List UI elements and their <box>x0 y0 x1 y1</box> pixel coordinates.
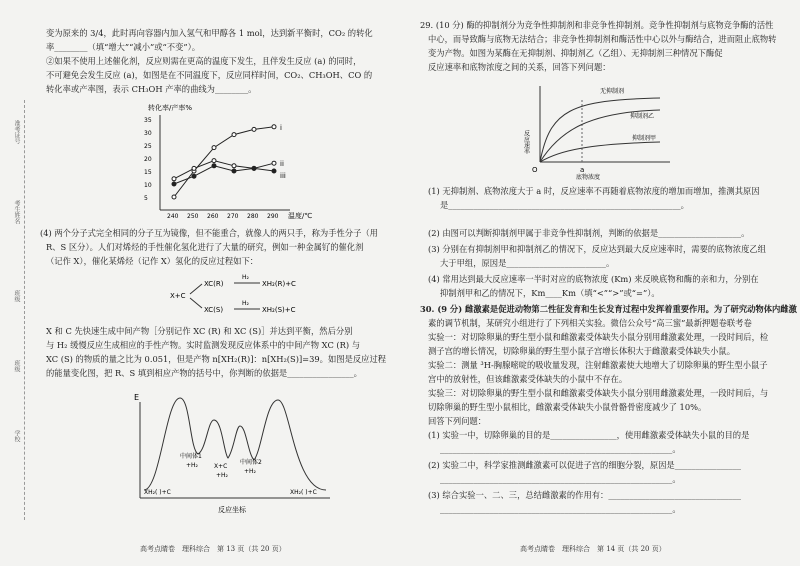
q30-line: ________________________________________________________。 <box>440 474 681 484</box>
series-label: ii <box>280 160 284 169</box>
q4-line: (4) 两个分子式完全相同的分子互为镜像，但不能重合，就像人的两只手，称为手性分子（用 <box>40 228 378 238</box>
energy-label: 中间体1 <box>180 453 202 460</box>
x-ticks <box>167 213 279 220</box>
curve-a <box>540 142 660 162</box>
q29-line: 中心，而导致酶与底物无法结合；非竞争性抑制剂和酶活性中心以外与酶结合，进而阻止底物转 <box>428 34 777 44</box>
y-tick-label: 15 <box>144 169 152 176</box>
text-line: ②如果不使用上述催化剂，反应则需在更高的温度下发生，且伴发生反应 (a) 的同时， <box>46 56 362 66</box>
data-point <box>272 125 276 129</box>
energy-label: XH₂( )+C <box>144 489 171 496</box>
q30-line: 实验一：对切除卵巢的野生型小鼠和雌激素受体缺失小鼠分别用雌激素处理，一段时间后，检 <box>428 332 769 342</box>
scheme-h2b: H₂ <box>242 300 249 307</box>
data-point <box>172 182 176 186</box>
scheme-top-prod: XH₂(R)+C <box>262 280 296 288</box>
scheme-bottom-prod: XH₂(S)+C <box>262 306 296 314</box>
q4-line: R、S 区分）。人们对烯烃的手性催化氢化进行了大量的研究，例如一种金属钌的催化剂 <box>46 242 364 252</box>
series-label: iii <box>280 172 286 180</box>
energy-curve <box>144 398 326 490</box>
x-tick-label: 280 <box>247 213 259 220</box>
data-point <box>232 133 236 137</box>
energy-label: 中间体2 <box>240 459 262 466</box>
curve-none <box>540 98 660 162</box>
chart2-xlabel: 底物浓度 <box>576 174 601 180</box>
y-tick-label: 5 <box>144 195 148 202</box>
text-line: 变为原来的 3/4，此时再向容器内加入氢气和甲醇各 1 mol，达到新平衡时，CO₂ 的转化 <box>46 28 373 38</box>
data-point <box>172 195 176 199</box>
q29-line: 29. (10 分) 酶的抑制剂分为竞争性抑制剂和非竞争性抑制剂。竞争性抑制剂与底物竞争酶的活性 <box>420 20 774 30</box>
y-ticks <box>144 117 152 202</box>
scheme-start: X+C <box>170 292 186 300</box>
energy-label: XH₂( )+C <box>290 489 317 496</box>
energy-xlabel: 反应坐标 <box>218 506 246 514</box>
data-point <box>192 166 196 170</box>
chart2-xmark: a <box>580 166 585 174</box>
curve-label: 抑制剂乙 <box>630 113 655 120</box>
enzyme-chart <box>520 80 690 180</box>
q30-line: (3) 综合实验一、二、三，总结雌激素的作用有：________________________________ <box>428 490 742 500</box>
y-tick-label: 35 <box>144 117 152 124</box>
margin-label-name: 考生姓名 <box>13 200 20 224</box>
curves <box>172 124 286 199</box>
energy-ylabel: E <box>134 393 140 402</box>
data-point <box>212 164 216 168</box>
scheme-top: XC(R) <box>204 280 224 288</box>
data-point <box>192 174 196 178</box>
q4b-line: X 和 C 先快速生成中间产物［分别记作 XC (R) 和 XC (S)］并达到平衡，然后分别 <box>46 326 353 336</box>
q30-line: 测子宫的增长情况，切除卵巢的野生型小鼠子宫增长体积大于雌激素受体缺失小鼠。 <box>428 346 735 356</box>
q29q-line: (3) 分别在有抑制剂甲和抑制剂乙的情况下，反应达到最大反应速率时，需要的底物浓度乙组 <box>428 244 766 254</box>
x-tick-label: 270 <box>227 213 239 220</box>
footer: 高考点睛卷 理科综合 第 13 页（共 20 页） <box>140 545 286 553</box>
curve-label: 抑制剂甲 <box>632 135 657 142</box>
data-point <box>252 166 256 170</box>
data-point <box>232 169 236 173</box>
q30-line: ________________________________________________________。 <box>440 504 681 514</box>
q29-line: 反应速率和底物浓度之间的关系，回答下列问题： <box>428 62 611 72</box>
q29q-line: (2) 由图可以判断抑制剂甲属于非竞争性抑制剂，判断的依据是____________________。 <box>428 228 750 238</box>
text-line: 转化率或产率图，表示 CH₃OH 产率的曲线为________。 <box>46 84 257 94</box>
chart2-ylabel: 反应速率 <box>522 130 530 154</box>
x-tick-label: 250 <box>187 213 199 220</box>
q30-line: 宫中的放射性，但该雌激素受体缺失的小鼠中不存在。 <box>428 374 628 384</box>
q30-line: 素的调节机制，某研究小组进行了下列相关实验。微信公众号“高三蜜”最新押题卷联考卷 <box>428 318 752 328</box>
energy-label: +H₂ <box>216 472 228 479</box>
x-tick-label: 240 <box>167 213 179 220</box>
x-tick-label: 260 <box>207 213 219 220</box>
scheme-bottom: XC(S) <box>204 306 224 314</box>
reaction-scheme <box>170 270 330 318</box>
data-point <box>272 161 276 165</box>
data-point <box>252 127 256 131</box>
q4-line: （记作 X），催化某烯烃（记作 X）氢化的反应过程如下： <box>46 256 259 266</box>
q30-line: 回答下列问题： <box>428 416 487 426</box>
scheme-h2: H₂ <box>242 274 249 281</box>
x-tick-label: 290 <box>267 213 279 220</box>
series-line <box>174 127 274 197</box>
q30-line: (2) 实验二中，科学家推测雌激素可以促进子宫的细胞分裂，原因是________________ <box>428 460 742 470</box>
q29q-line: 抑制剂甲和乙的情况下，Km____Km（填“<”“>”或“=”）。 <box>440 288 660 298</box>
q4b-line: XC (S) 的物质的量之比为 0.051，但是产物 n[XH₂(R)]：n[XH₂(S)]=39。如图是反应过程 <box>46 354 387 364</box>
q29q-line: 大于甲组，原因是________________________。 <box>440 258 615 268</box>
q30-line: 切除卵巢的野生型小鼠相比，雌激素受体缺失小鼠骨骼骨密度减少了 10%。 <box>428 402 707 412</box>
footer: 高考点睛卷 理科综合 第 14 页（共 20 页） <box>520 545 666 553</box>
curve-label: 无抑制剂 <box>600 88 625 95</box>
data-point <box>232 164 236 168</box>
data-point <box>212 146 216 150</box>
q30-line: 实验三：对切除卵巢的野生型小鼠和雌激素受体缺失小鼠分别用雌激素处理，一段时间后，与 <box>428 388 769 398</box>
data-point <box>272 169 276 173</box>
data-point <box>212 159 216 163</box>
q29q-line: (4) 常用达到最大反应速率一半时对应的底物浓度 (Km) 来反映底物和酶的亲和力，分别在 <box>428 274 759 284</box>
energy-diagram <box>130 390 350 518</box>
y-tick-label: 25 <box>144 143 152 150</box>
series-line <box>174 161 274 179</box>
y-tick-label: 10 <box>144 182 152 189</box>
text-line: 不可避免会发生反应 (a)，如图是在不同温度下，反应同样时间，CO₂、CH₃OH、CO 的 <box>46 70 373 80</box>
conversion-chart <box>130 100 320 225</box>
right-page <box>400 0 800 566</box>
binding-line <box>24 100 25 520</box>
q30-line: (1) 实验一中，切除卵巢的目的是________________，使用雌激素受体缺失小鼠的目的是 <box>428 430 750 440</box>
chart1-xlabel: 温度/℃ <box>288 212 313 220</box>
text-line: 率________（填“增大”“减小”或“不变”）。 <box>46 42 201 52</box>
q30-line: 实验二：测量 ³H-胸腺嘧啶的吸收量发现，注射雌激素使大地增大了切除卵巢的野生型小鼠子 <box>428 360 768 370</box>
margin-label-class: 班级 <box>13 290 20 302</box>
q30-line: 30. (9 分) 雌激素是促进动物第二性征发育和生长发育过程中发挥着重要作用。为了研究动物体内雌激 <box>420 304 797 314</box>
q29q-line: (1) 无抑制剂、底物浓度大于 a 时，反应速率不再随着底物浓度的增加而增加，推测其原因 <box>428 186 760 196</box>
energy-label: X+C <box>214 463 228 470</box>
margin-label-school2: 学校 <box>13 430 20 442</box>
margin-label-id: 准考证号 <box>13 120 20 144</box>
y-tick-label: 20 <box>144 156 152 163</box>
series-label: i <box>280 123 282 132</box>
chart1-ylabel: 转化率/产率% <box>148 104 193 112</box>
q29-line: 变为产物。如图为某酶在无抑制剂、抑制剂乙（乙组）、无抑制剂三种情况下酶促 <box>428 48 723 58</box>
data-point <box>172 177 176 181</box>
q4b-line: 与 H₂ 缓慢反应生成相应的手性产物。实时监测发现反应体系中的中间产物 XC (R) 与 <box>46 340 361 350</box>
q30-line: ________________________________________________________。 <box>440 444 681 454</box>
y-tick-label: 30 <box>144 130 152 137</box>
energy-label: +H₂ <box>244 468 256 475</box>
margin-label-school: 班级 <box>13 360 20 372</box>
q4b-line: 的能量变化图，把 R、S 填到相应产物的括号中，你判断的依据是________________。 <box>46 368 362 378</box>
chart2-origin: O <box>532 166 538 174</box>
q29q-line: 是________________________________________________________。 <box>440 200 689 210</box>
series-line <box>174 166 274 184</box>
energy-label: +H₂ <box>186 462 198 469</box>
